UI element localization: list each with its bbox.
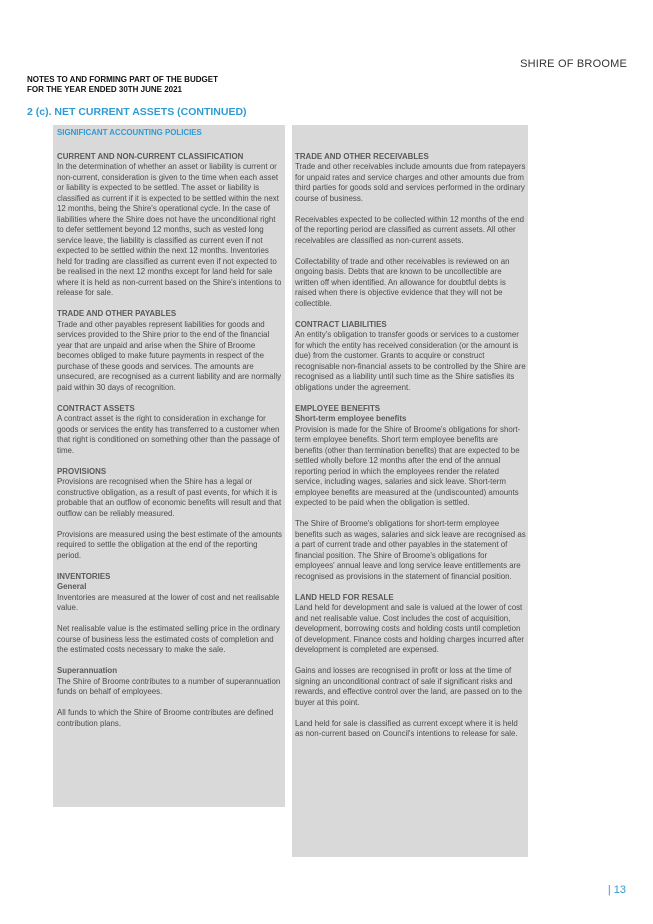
classification-text: In the determination of whether an asset or liability is current or non-current, consideration is given to the time when each asset or liability is expected to be settled. The asset or liability is classified as current if it is expected to be settled within the next 12 months, being the Shire's operational cycle. In the case of liabilities where the Shire does not have the unconditional right to defer settlement beyond 12 months, such as vested long service leave, the liability is classified as current even if not expected to be settled within the next 12 months. Inventories held for trading are classified as current even if not expected to be realised in the next 12 months except for land held for sale where it is held as non-current based on the Shire's intentions to release for sale. <box>57 162 282 297</box>
land-text-3: Land held for sale is classified as current except where it is held as non-current based on Council's intentions to release for sale. <box>295 718 518 738</box>
receivables-text-2: Receivables expected to be collected within 12 months of the end of the reporting period are classified as current assets. All other receivables are classified as non-current assets. <box>295 214 524 245</box>
notes-line-2: FOR THE YEAR ENDED 30TH JUNE 2021 <box>27 84 183 94</box>
general-heading: General <box>57 582 87 591</box>
land-held-heading: LAND HELD FOR RESALE <box>295 592 394 602</box>
land-text-2: Gains and losses are recognised in profit or loss at the time of signing an unconditional contract of sale if significant risks and rewards, and effective control over the land, are passed on to the buyer at this point. <box>295 666 523 707</box>
superannuation-heading: Superannuation <box>57 666 118 675</box>
inventories-text-2: Net realisable value is the estimated selling price in the ordinary course of business less the estimated costs of completion and the estimated costs necessary to make the sale. <box>57 624 280 654</box>
receivables-text-1: Trade and other receivables include amounts due from ratepayers for unpaid rates and service charges and other amounts due from third parties for goods sold and services performed in the ordinary course of business. <box>295 162 526 203</box>
employee-benefits-heading: EMPLOYEE BENEFITS <box>295 403 381 413</box>
superannuation-text-2: All funds to which the Shire of Broome contributes are defined contribution plans. <box>57 708 274 728</box>
classification-heading: CURRENT AND NON-CURRENT CLASSIFICATION <box>57 151 244 161</box>
notes-line-1: NOTES TO AND FORMING PART OF THE BUDGET <box>27 75 218 84</box>
provisions-text-2: Provisions are measured using the best estimate of the amounts required to settle the obligation at the end of the reporting period. <box>57 529 283 560</box>
provisions-text-1: Provisions are recognised when the Shire has a legal or constructive obligation, as a result of past events, for which it is probable that an outflow of economic benefits will result and that outflow can be reliably measured. <box>57 477 282 518</box>
contract-assets-text: A contract asset is the right to consideration in exchange for goods or services the entity has transferred to a customer when that right is conditioned on something other than the passage of time. <box>57 414 280 455</box>
employee-text-1: Provision is made for the Shire of Broome's obligations for short-term employee benefits. Short term employee benefits are benefits (other than termination benefits) that are expected to be settled wholly before 12 months after the end of the annual reporting period in which the employees render the related service, including wages, salaries and sick leave. Short-term employee benefits are measured at the (undiscounted) amounts expected to be paid when the obligation is settled. <box>295 424 521 507</box>
payables-text: Trade and other payables represent liabilities for goods and services provided to the Shire prior to the end of the financial year that are unpaid and arise when the Shire of Broome becomes obliged to make future payments in respect of the purchase of these goods and services. The amounts are unsecured, are recognised as a current liability and are normally paid within 30 days of recognition. <box>57 319 282 392</box>
notes-heading <box>27 75 218 94</box>
inventories-heading: INVENTORIES <box>57 571 111 581</box>
receivables-heading: TRADE AND OTHER RECEIVABLES <box>295 151 429 161</box>
section-title: 2 (c). NET CURRENT ASSETS (CONTINUED) <box>27 106 247 118</box>
significant-policies-heading: SIGNIFICANT ACCOUNTING POLICIES <box>57 128 202 137</box>
superannuation-text-1: The Shire of Broome contributes to a number of superannuation funds on behalf of employees. <box>57 676 281 696</box>
right-column <box>295 128 527 740</box>
inventories-text-1: Inventories are measured at the lower of cost and net realisable value. <box>57 592 280 612</box>
employee-text-2: The Shire of Broome's obligations for short-term employee benefits such as wages, salaries and sick leave are recognised as a part of current trade and other payables in the statement of financial position. The Shire of Broome's obligations for employees' annual leave and long service leave entitlements are recognised as provisions in the statement of financial position. <box>295 519 526 581</box>
short-term-benefits-heading: Short-term employee benefits <box>295 414 407 423</box>
left-column <box>57 128 283 729</box>
receivables-text-3: Collectability of trade and other receivables is reviewed on an ongoing basis. Debts that are known to be uncollectible are written off when identified. An allowance for doubtful debts is raised when there is objective evidence that they will not be collectible. <box>295 256 510 308</box>
contract-liabilities-text: An entity's obligation to transfer goods or services to a customer for which the entity has received consideration (or the amount is due) from the customer. Grants to acquire or construct recognisable non-financial assets to be controlled by the Shire are recognised as a liability until such time as the Shire satisfies its obligations under the agreement. <box>295 330 526 392</box>
land-text-1: Land held for development and sale is valued at the lower of cost and net realisable value. Cost includes the cost of acquisition, development, borrowing costs and holding costs until completion of development. Finance costs and holding charges incurred after development is completed are expensed. <box>295 603 524 654</box>
payables-heading: TRADE AND OTHER PAYABLES <box>57 309 177 318</box>
page-number: | 13 <box>607 884 626 896</box>
contract-assets-heading: CONTRACT ASSETS <box>57 403 135 413</box>
contract-liabilities-heading: CONTRACT LIABILITIES <box>295 319 387 329</box>
provisions-heading: PROVISIONS <box>57 466 107 476</box>
organisation-name: SHIRE OF BROOME <box>520 58 627 70</box>
